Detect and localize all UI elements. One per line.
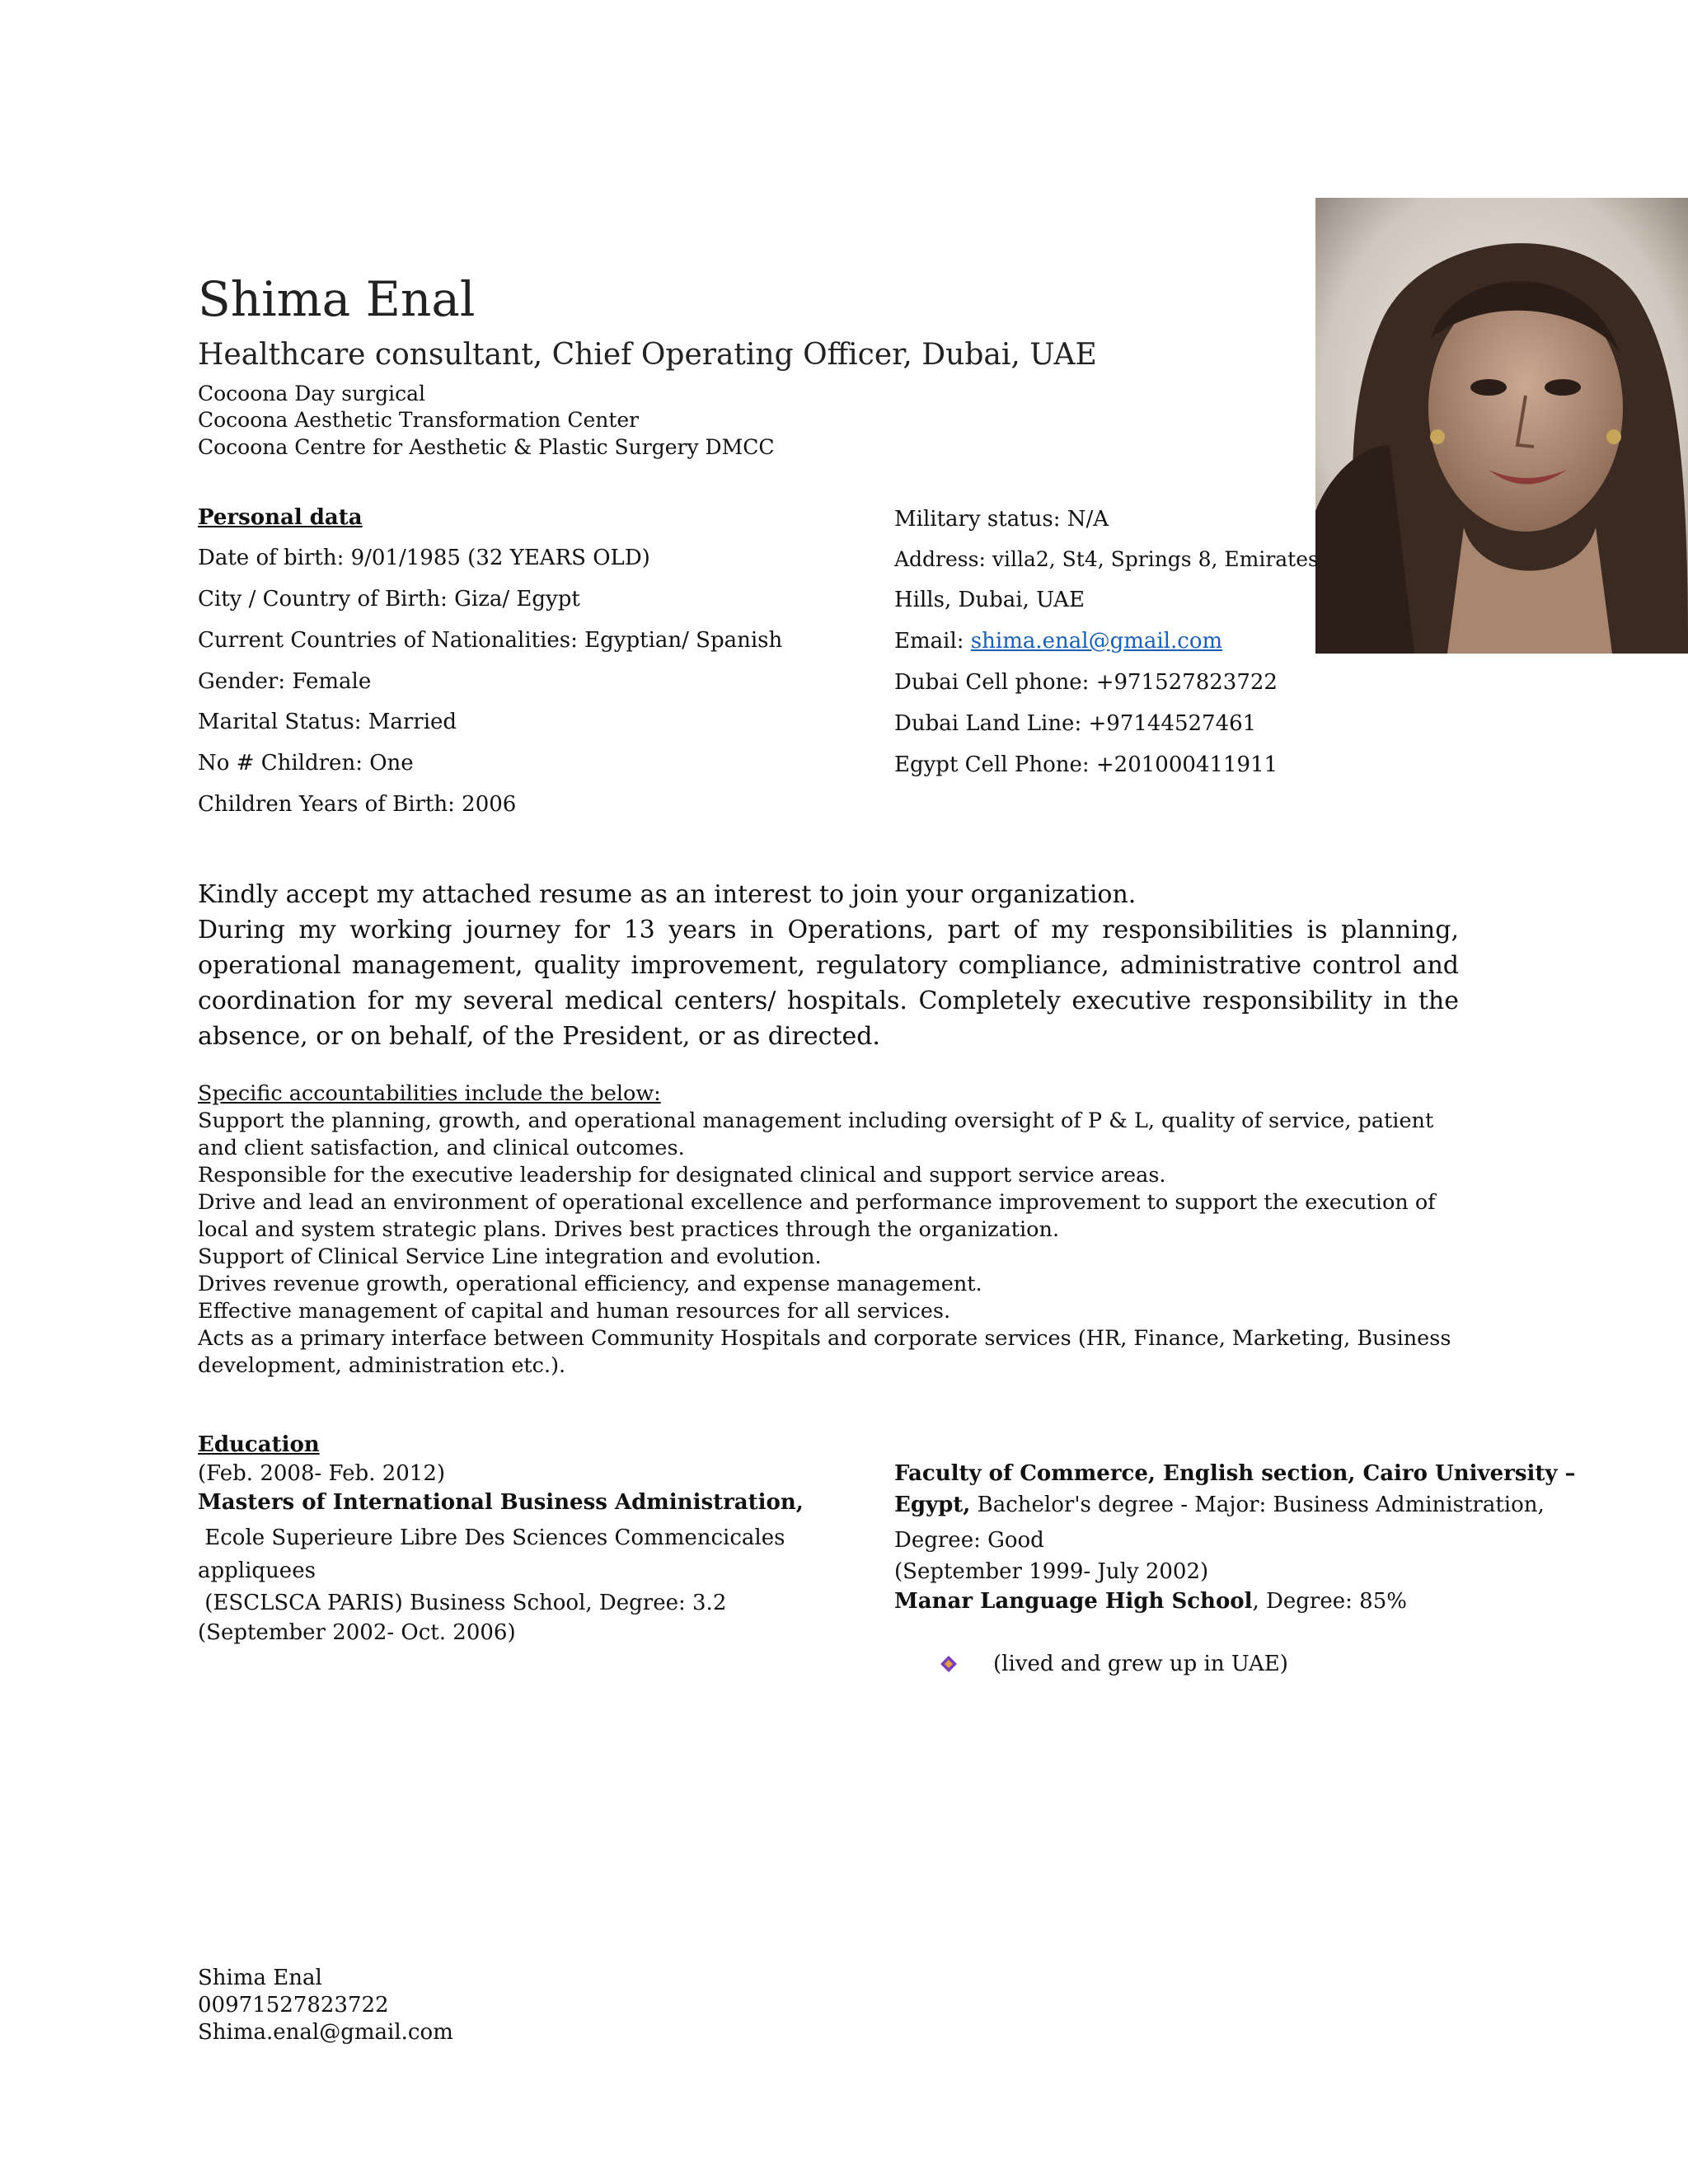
org-line: Cocoona Day surgical [198,382,426,405]
personal-field: Gender: Female [198,669,372,694]
personal-field: Children Years of Birth: 2006 [198,792,517,817]
list-item: Effective management of capital and human resources for all services. [198,1299,951,1324]
org-line: Cocoona Aesthetic Transformation Center [198,408,640,432]
edu-school: appliquees [198,1558,316,1583]
footer-phone: 00971527823722 [198,1993,389,2018]
edu-bachelor-row [894,1491,1545,1520]
intro-line: Kindly accept my attached resume as an interest to join your organization. [198,880,1137,909]
profile-photo [1315,198,1688,654]
edu-bachelor: Bachelor's degree - Major: Business Administration, [970,1493,1545,1517]
list-item: Drive and lead an environment of operational excellence and performance improvement to support the execution of local and system strategic plans. Drives best practices through the organization. [198,1190,1436,1242]
list-item: Support of Clinical Service Line integration and evolution. [198,1244,822,1269]
personal-field: No # Children: One [198,751,414,776]
edu-degree: Masters of International Business Administration, [198,1490,804,1515]
org-line: Cocoona Centre for Aesthetic & Plastic Surgery DMCC [198,435,775,459]
edu-highschool-grade: , Degree: 85% [1252,1589,1407,1614]
edu-dates: (September 2002- Oct. 2006) [198,1620,516,1645]
phone-field: Egypt Cell Phone: +201000411911 [894,752,1278,777]
list-item: Responsible for the executive leadership for designated clinical and support service areas. [198,1163,1166,1188]
footer-email: Shima.enal@gmail.com [198,2020,453,2045]
accountabilities-section [198,1080,1467,1380]
personal-field: City / Country of Birth: Giza/ Egypt [198,587,580,612]
edu-highschool: Manar Language High School [894,1589,1253,1614]
email-link[interactable]: shima.enal@gmail.com [970,629,1223,654]
job-title: Healthcare consultant, Chief Operating Officer, Dubai, UAE [198,338,1097,372]
edu-country: Egypt, [894,1493,971,1517]
address-line: Address: villa2, St4, Springs 8, Emirates [894,547,1319,571]
personal-field: Marital Status: Married [198,710,457,734]
list-item: Support the planning, growth, and operational management including oversight of P & L, quality of service, patient and client satisfaction, and clinical outcomes. [198,1108,1434,1160]
bullet-icon [940,1655,958,1673]
list-item: Acts as a primary interface between Community Hospitals and corporate services (HR, Finance, Marketing, Business development, administration etc.). [198,1326,1451,1378]
email-row [894,628,1222,654]
address-line: Hills, Dubai, UAE [894,588,1085,612]
personal-data-heading: Personal data [198,505,363,530]
page-title: Shima Enal [198,271,476,327]
phone-field: Dubai Land Line: +97144527461 [894,711,1257,736]
edu-highschool-row [894,1587,1407,1616]
intro-paragraph: During my working journey for 13 years in Operations, part of my responsibilities is planning, operational management, quality improvement, regulatory compliance, administrative control and coordination for my several medical centers/ hospitals. Completely executive responsibility in the absence, or on behalf, of the President, or as directed. [198,916,1459,1051]
email-label: Email: [894,629,971,654]
edu-dates: (September 1999- July 2002) [894,1559,1209,1584]
footer-name: Shima Enal [198,1966,322,1990]
edu-school: (ESCLSCA PARIS) Business School, Degree: 3.2 [198,1591,727,1615]
military-status: Military status: N/A [894,507,1109,532]
accountabilities-heading: Specific accountabilities include the below: [198,1081,661,1106]
edu-grade: Degree: Good [894,1528,1044,1553]
education-heading: Education [198,1432,320,1457]
personal-field: Current Countries of Nationalities: Egyptian/ Spanish [198,628,783,653]
edu-dates: (Feb. 2008- Feb. 2012) [198,1461,446,1486]
footer-contact [198,1965,453,2046]
personal-field: Date of birth: 9/01/1985 (32 YEARS OLD) [198,546,650,570]
list-item: Drives revenue growth, operational efficiency, and expense management. [198,1272,982,1296]
phone-field: Dubai Cell phone: +971527823722 [894,670,1278,695]
edu-note: (lived and grew up in UAE) [993,1652,1288,1676]
edu-faculty: Faculty of Commerce, English section, Cairo University – [894,1461,1576,1486]
edu-school: Ecole Superieure Libre Des Sciences Commencicales [198,1526,785,1550]
